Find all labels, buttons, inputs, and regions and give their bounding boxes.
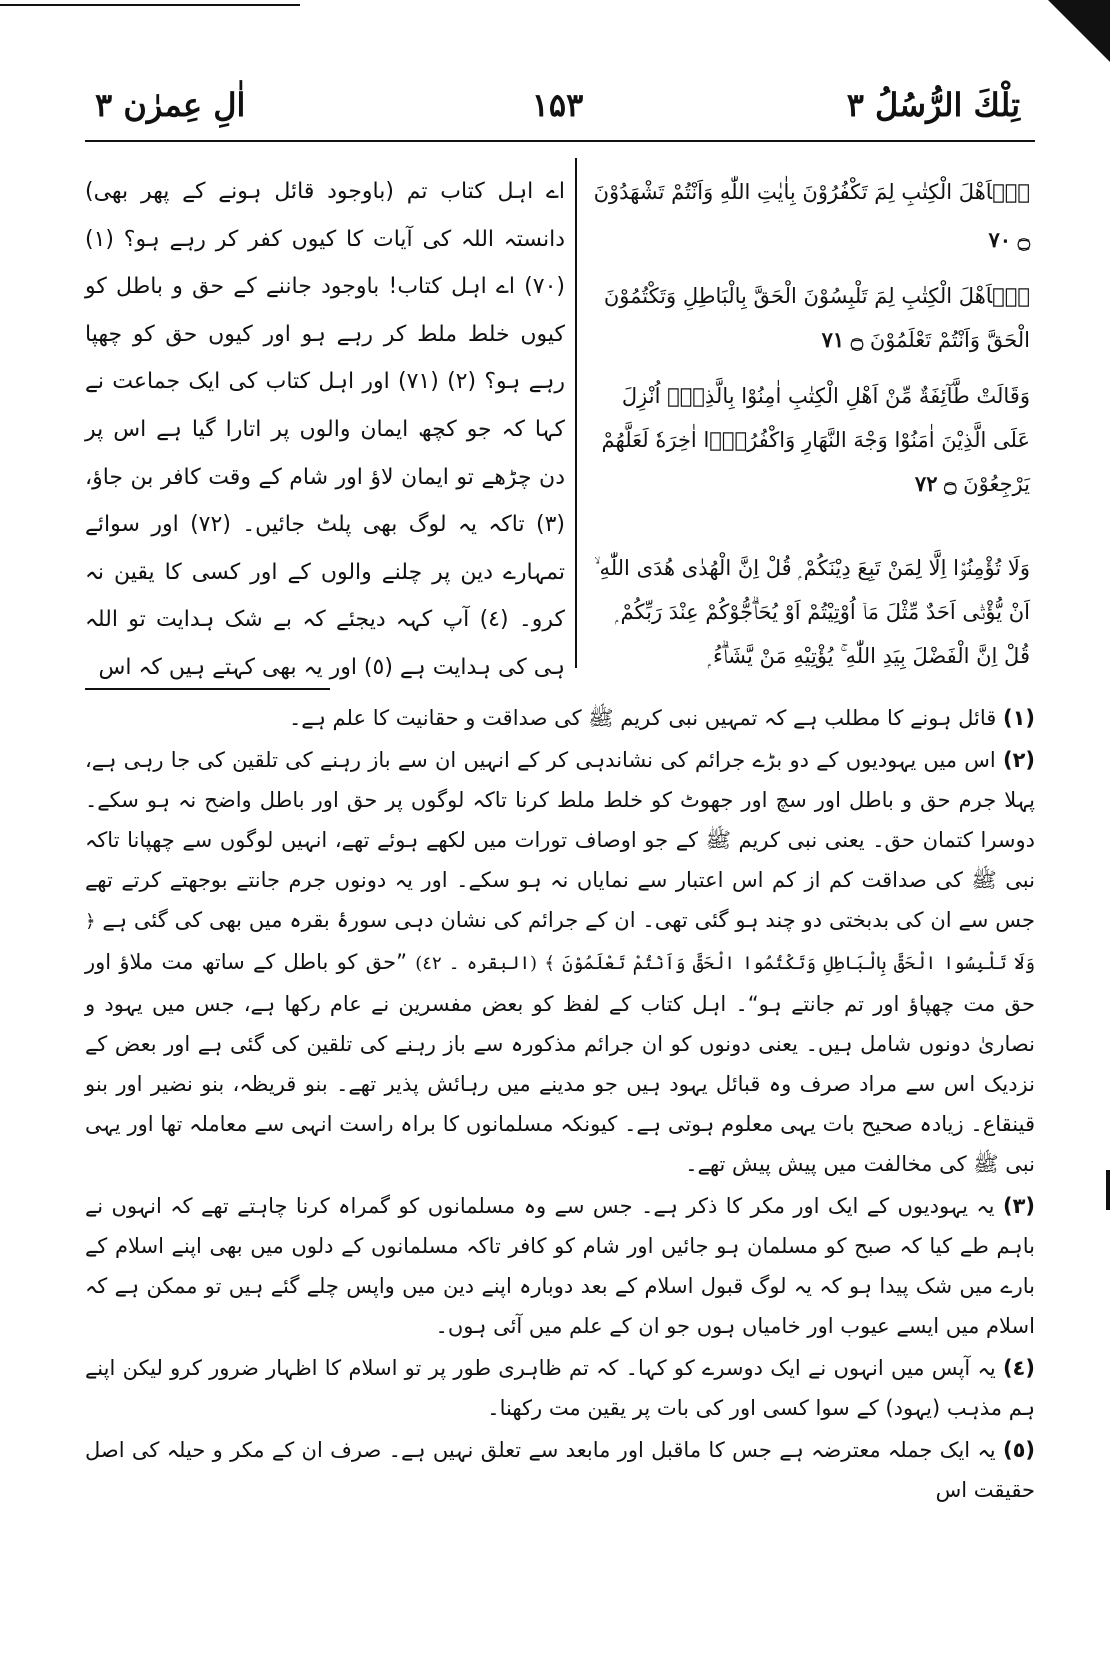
footnote-rule (85, 688, 330, 690)
arabic-verse: وَقَالَتْ طَّآئِفَةٌ مِّنْ اَهْلِ الْكِتٰبِ اٰمِنُوْا بِالَّذِيْۤ اُنْزِلَ عَلَى الَّذِيْنَ اٰمَنُوْا وَجْهَ النَّهَارِ وَاكْفُرُوْۤا اٰخِرَهٗ لَعَلَّهُمْ يَرْجِعُوْنَ ۝ ۷۲ (601, 384, 1030, 496)
footnote (85, 1430, 1035, 1510)
arabic-verse: يٰۤاَهْلَ الْكِتٰبِ لِمَ تَلْبِسُوْنَ الْحَقَّ بِالْبَاطِلِ وَتَكْتُمُوْنَ الْحَقَّ وَاَنْتُمْ تَعْلَمُوْنَ ۝ ۷۱ (603, 284, 1030, 352)
footnote-text-continued: ”حق کو باطل کے ساتھ مت ملاؤ اور حق مت چھپاؤ اور تم جانتے ہو“۔ اہل کتاب کے لفظ کو بعض مفسرین نے عام رکھا ہے، جس میں یہود و نصاریٰ دونوں شامل ہیں۔ یعنی دونوں کو ان جرائم مذکورہ سے باز رہنے کی تلقین کی گئی ہے اور بعض کے نزدیک اس سے مراد صرف وہ قبائل یہود ہیں جو مدینے میں رہائش پذیر تھے۔ بنو قریظہ، بنو نضیر اور بنو قینقاع۔ زیادہ صحیح بات یہی معلوم ہوتی ہے۔ کیونکہ مسلمانوں کا براہ راست انہی سے معاملہ تھا اور یہی نبی ﷺ کی مخالفت میں پیش پیش تھے۔ (85, 950, 1035, 1176)
text-columns (85, 150, 1035, 680)
arabic-column (590, 168, 1030, 678)
footnote-number: (٤) (1002, 1356, 1035, 1380)
page-number: ۱۵۳ (531, 86, 584, 124)
footnote-text: یہ آپس میں انہوں نے ایک دوسرے کو کہا۔ کہ تم ظاہری طور پر تو اسلام کا اظہار ضرور کرو لیکن اپنے ہم مذہب (یہود) کے سوا کسی اور کی بات پر یقین مت رکھنا۔ (85, 1356, 1035, 1420)
footnote-number: (٢) (1002, 748, 1035, 772)
column-divider (575, 158, 577, 668)
verse-number: ۷۱ (821, 327, 845, 352)
footnote (85, 1348, 1035, 1428)
quoted-ayah: ﴿ وَلَا تَلْبِسُوا الْحَقَّ بِالْبَاطِلِ وَتَكْتُمُوا الْحَقَّ وَاَنْتُمْ تَعْلَمُوْنَ ﴾ (البقرہ ۔ ٤٢) (85, 911, 1035, 974)
footnote-text: قائل ہونے کا مطلب ہے کہ تمہیں نبی کریم ﷺ کی صداقت و حقانیت کا علم ہے۔ (288, 706, 997, 730)
verse-end-marker: ۝ (850, 327, 864, 352)
footnote (85, 1186, 1035, 1346)
footnote-number: (٣) (1002, 1194, 1035, 1218)
header-rule (85, 140, 1035, 142)
juz-name: تِلْكَ الرُّسُلُ ۳ (846, 86, 1020, 124)
arabic-verse: وَلَا تُؤْمِنُوْۤا اِلَّا لِمَنْ تَبِعَ دِيْنَكُمْ ۭ قُلْ اِنَّ الْهُدٰى هُدَى اللّٰهِ ۙ اَنْ يُّؤْتٰۤى اَحَدٌ مِّثْلَ مَاۤ اُوْتِيْتُمْ اَوْ يُحَاۗجُّوْكُمْ عِنْدَ رَبِّكُمْ ۭ قُلْ اِنَّ الْفَضْلَ بِيَدِ اللّٰهِ ۚ يُؤْتِيْهِ مَنْ يَّشَاۗءُ ۭ (594, 556, 1030, 668)
verse-number: ۷۰ (988, 227, 1011, 252)
side-edge-mark (1106, 1170, 1110, 1210)
footnote-number: (٥) (1002, 1438, 1035, 1462)
footnote-number: (١) (1002, 706, 1035, 730)
footnotes (85, 698, 1035, 1510)
verse-end-marker: ۝ (944, 471, 957, 496)
footnote-text: یہ یہودیوں کے ایک اور مکر کا ذکر ہے۔ جس سے وہ مسلمانوں کو گمراہ کرنا چاہتے تھے کہ انہوں نے باہم طے کیا کہ صبح کو مسلمان ہو جائیں اور شام کو کافر تاکہ مسلمانوں کے دلوں میں بھی اپنے اسلام کے بارے میں شک پیدا ہو کہ یہ لوگ قبول اسلام کے بعد دوبارہ اپنے دین میں واپس چلے گئے ہیں تو ممکن ہے کہ اسلام میں ایسے عیوب اور خامیاں ہوں جو ان کے علم میں آئی ہوں۔ (85, 1194, 1035, 1338)
surah-name: اٰلِ عِمرٰن ۳ (95, 86, 246, 124)
page-header (85, 76, 1030, 136)
verse-number: ۷۲ (914, 471, 938, 496)
footnote-text: اس میں یہودیوں کے دو بڑے جرائم کی نشاندہی کر کے انہیں ان سے باز رہنے کی تلقین کی جا رہی ہے، پہلا جرم حق و باطل اور سچ اور جھوٹ کو خلط ملط کرنا تاکہ لوگوں پر حق اور باطل واضح نہ ہو سکے۔ دوسرا کتمان حق۔ یعنی نبی کریم ﷺ کے جو اوصاف تورات میں لکھے ہوئے تھے، انہیں لوگوں سے چھپانا تاکہ نبی ﷺ کی صداقت کم از کم اس اعتبار سے نمایاں نہ ہو سکے۔ اور یہ دونوں جرم جانتے بوجھتے کرتے تھے جس سے ان کی بدبختی دو چند ہو گئی تھی۔ ان کے جرائم کی نشان دہی سورۂ بقرہ میں بھی کی گئی ہے (85, 748, 1035, 932)
footnote-text: یہ ایک جملہ معترضہ ہے جس کا ماقبل اور مابعد سے تعلق نہیں ہے۔ صرف ان کے مکر و حیلہ کی اصل حقیقت اس (85, 1438, 1035, 1502)
page-corner-tab (1048, 0, 1110, 62)
footnote (85, 698, 1035, 738)
top-rule (0, 4, 300, 6)
arabic-verse: يٰۤاَهْلَ الْكِتٰبِ لِمَ تَكْفُرُوْنَ بِاٰيٰتِ اللّٰهِ وَاَنْتُمْ تَشْهَدُوْنَ ۝ ۷۰ (593, 180, 1030, 252)
translation-column: اے اہل کتاب تم (باوجود قائل ہونے کے پھر بھی) دانستہ اللہ کی آیات کا کیوں کفر کر رہے ہو؟ (١) (٧٠) اے اہل کتاب! باوجود جاننے کے حق و باطل کو کیوں خلط ملط کر رہے ہو اور کیوں حق کو چھپا رہے ہو؟ (٢) (٧١) اور اہل کتاب کی ایک جماعت نے کہا کہ جو کچھ ایمان والوں پر اتارا گیا ہے اس پر دن چڑھے تو ایمان لاؤ اور شام کے وقت کافر بن جاؤ، (٣) تاکہ یہ لوگ بھی پلٹ جائیں۔ (٧٢) اور سوائے تمہارے دین پر چلنے والوں کے اور کسی کا یقین نہ کرو۔ (٤) آپ کہہ دیجئے کہ بے شک ہدایت تو اللہ ہی کی ہدایت ہے (٥) اور یہ بھی کہتے ہیں کہ اس (85, 179, 565, 680)
footnote (85, 740, 1035, 1184)
verse-end-marker: ۝ (1017, 227, 1030, 252)
